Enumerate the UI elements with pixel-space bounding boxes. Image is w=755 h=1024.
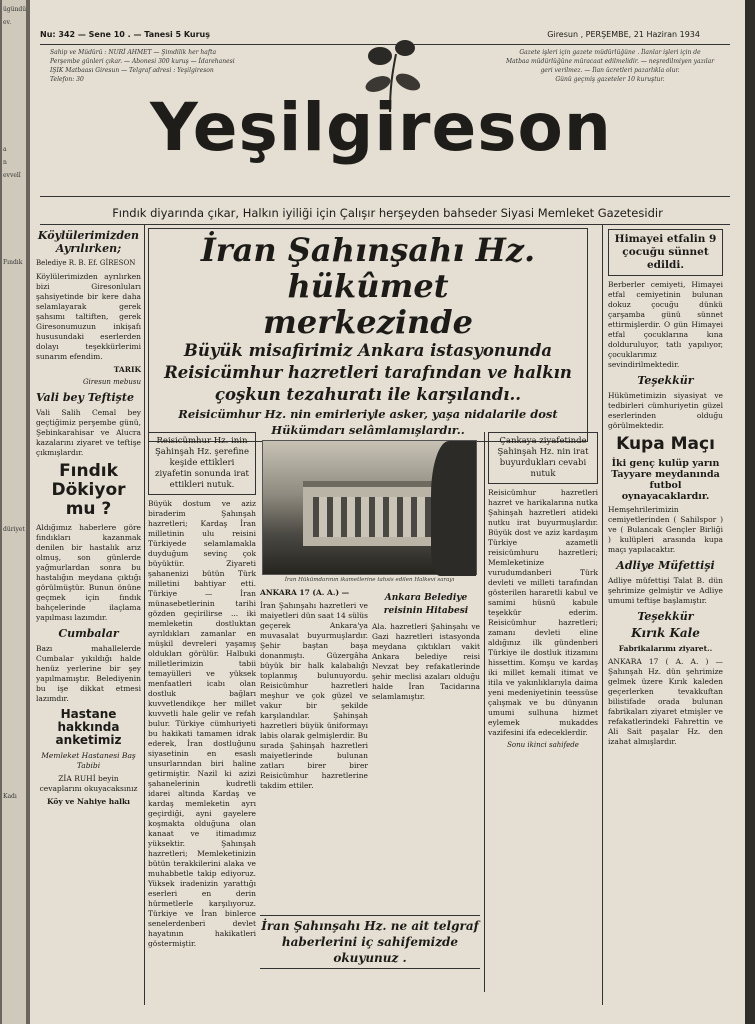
section-title: Vali bey Teftişte <box>36 391 134 404</box>
signature-title: Giresun mebusu <box>82 377 141 386</box>
headline-subtitle: Büyük misafirimiz Ankara istasyonunda Reisicümhur hazretleri tarafından ve halkın çoşkun tezahuratı ile karşılandı.. <box>164 341 572 404</box>
section-title: Teşekkür <box>637 374 694 387</box>
section-title: Kupa Maçı <box>616 434 715 454</box>
adjacent-page-strip <box>2 0 26 1024</box>
section-title: Ankara Belediye reisinin Hitabesi <box>383 593 469 616</box>
article-body: Reisicümhur hazretleri hazret ve harikalarına nutka Şahinşah hazretleri atideki nutku irat buyurmuşlardır. Büyük dost ve aziz kardaşım Türkiye azametli reisicümhuru hazretleri; Memleketinize vurudumdanberi Türk devleti ve milleti tarafından gösterilen hararetli kabul ve samimi hüsnü kabule teşekkür ederim. Reisicümhur hazretleri; zamanı devleti eline aldığınız ilk gündenberi Türkiye ile dostluk itizamını hissettim. Komşu ve kardaş iki millet kemali itimat ve itila ve yakınlıklarıyla daima yeni medeniyetinin teessüse çalışmak ve bu dünyanın umumi sulhuna hizmet eylemek mukaddes vazifesini ifa edeceklerdir. <box>488 488 598 737</box>
section-subtitle: İki genç kulüp yarın Tayyare meydanında futbol oynayacaklardır. <box>611 458 720 502</box>
strip-text: ügündü <box>3 6 26 13</box>
section-title: Teşekkür <box>637 610 694 623</box>
column-separator <box>602 225 603 1005</box>
article-body: Vali Salih Cemal bey geçtiğimiz perşembe günü, Şebinkarahisar ve Alucra kazalarını ziyaret ve teftişe çıkmışlardır. <box>36 408 141 457</box>
speech-column <box>148 432 256 952</box>
column-separator <box>144 225 145 1005</box>
strip-text: evvelî <box>3 172 21 179</box>
article-body: Bazı mahallelerde Cumbalar yıkıldığı halde henüz yerlerine bir şey yapılmamıştır. Belediyenin bu işe dikkat etmesi lazımdır. <box>36 644 141 703</box>
article-body: Büyük dostum ve aziz biraderim Şahınşah hazretleri; Kardaş İran milletinin ulu reisini Türkiyede selamlamakla duyduğum sevinç çok büyüktür. Ziyareti şahanenizi bütün Türk milletini bahtiyar etti. Türkiye — İran münasebetlerinin tarihi gözden geçirilirse ... iki memleketin dostluktan ayrıldıkları zamanlar en müşkil devreleri yaşamış oldukları görülür. Halbuki milletlerimizin tabii temayülleri ve yüksek menfaatleri icabı olan dostluk bağları kuvvetlendikçe her millet kuvvetli hale gelir ve refah bulur. Türkiye cümhuriyeti bu hakikati tamamen idrak ederek, İran dostluğunu siyasetinin en esaslı unsurlarından biri haline getirmiştir. Nazil ki azizi şahanelerinin kudretli idarei altında Kardaş ve kardaş memleketin ayrı geçirdiği, ayni gayelere koşmakta olduğuna olan kanaat ve itimadımız yüksektir. Şahınşah hazretleri; Memleketinizin bütün terakkilerini alaka ve muhabbetle takip ediyoruz. Yüksek iradenizin yarattığı eserleri en derin hürmetlerle karşılıyoruz. Türkiye ve İran binlerce senelerdenberi devlet hayatının hakikatleri göstermiştir. <box>148 499 256 948</box>
section-title: Kırık Kale <box>631 626 700 640</box>
dateline: ANKARA 17 (A. A.) — <box>260 588 350 597</box>
binding-edge <box>0 0 30 1024</box>
article-body: İran Şahınşahı hazretleri ve maiyetleri dün saat 14 sülüs geçerek Ankara'ya muvasalat buyurmuşlardır. Şehir baştan başa donanmıştı. Güzergâha büyük bir halk kalabalığı toplanmış bulunuyordu. Reisicümhur hazretleri meşhur ve çok güzel ve vakur bir şekilde karşılandılar. Şahinşah hazretleri büyük üniformayı labis olarak gelmişlerdir. Bu sırada Şahinşah hazretleri maiyetlerinde bulunan zatları birer birer Reisicümhur hazretlerine takdim ettiler. <box>260 601 368 790</box>
imprint-line: Sahip ve Müdürü : NURİ AHMET — Şimdilik her hafta <box>50 49 217 56</box>
left-column <box>36 225 141 810</box>
article-body: Adliye müfettişi Talat B. dün şehrimize gelmiştir ve Adliye umumi teftişe başlamıştır. <box>608 576 723 605</box>
article-body: Aldığımız haberlere göre fındıkları kazanmak denilen bir hastalık arız olmuş, son günlerde yağmurlardan sonra bu hastalığın meydana çıktığı görülmüştür. Bunun önüne geçmek için fındık bahçelerinde ilaçlama yapılması lazımdır. <box>36 523 141 622</box>
masthead: Yeşilgireson <box>150 89 612 166</box>
article-body: Köy ve Nahiye halkı <box>46 797 131 806</box>
continuation-note: Sonu ikinci sahifede <box>507 741 579 749</box>
article-body: Ala. hazretleri Şahinşahı ve Gazi hazretleri istasyonda meydana çıktıkları vakit Ankara belediye reisi Nevzat bey refakatlerinde şehir meclisi azaları olduğu halde İran Tacidarına selamlamıştır. <box>372 622 480 701</box>
speech-box: Reisicümhur Hz. inin Şahinşah Hz. şerefine keşide ettikleri ziyafetin sonunda irat ettikleri nutuk. <box>148 432 256 495</box>
signature: TARIK <box>113 364 141 374</box>
tree-shape <box>431 441 476 576</box>
section-subtitle: Memleket Hastanesi Baş Tabibi <box>41 751 136 770</box>
article-body: ANKARA 17 ( A. A. ) — Şahınşah Hz. dün şehrimize gelmek üzere Kırık kaleden geçerlerken tevakkuftan bilistifade orada bulunan fabrikaları ziyaret etmişler ve refakatlerindeki Fahrettin ve Ali Sait paşalar Hz. den izahat almışlardır. <box>608 657 723 746</box>
section-subtitle: Fabrikalarımı ziyaret.. <box>618 644 713 653</box>
palace-photo <box>262 440 477 575</box>
imprint-line: Matbaa müdürlüğüne müracaat edilmelidir. — neşredilmiyen yazılar <box>505 58 715 65</box>
strip-text: Kadı <box>3 793 17 800</box>
section-title: Köylülerimizden Ayrılırken; <box>37 229 140 255</box>
newspaper-page <box>30 0 745 1024</box>
mayor-column <box>372 588 480 705</box>
reply-speech-column <box>488 432 598 754</box>
building-shape <box>303 481 443 546</box>
section-title: Adliye Müfettişi <box>616 559 715 572</box>
right-edge <box>745 0 755 1024</box>
byline: Belediye R. B. Ef. GİRESON <box>36 259 136 267</box>
imprint-line: Telefon: 30 <box>50 76 84 83</box>
strip-text: a <box>3 146 7 153</box>
right-column <box>608 225 723 750</box>
photo-caption: İran Hükümdarının ikametlerine tahsis edilen Halkevi sarayı <box>284 577 455 583</box>
strip-text: ev. <box>3 19 12 26</box>
headline-deck: Reisicümhur Hz. nin emirleriyle asker, yaşa nidalarile dost Hükümdarı selâmlamışlardır.. <box>178 407 558 437</box>
ankara-column <box>260 588 368 794</box>
issue-number: Nu: 342 — Sene 10 . — Tanesi 5 Kuruş <box>40 30 211 39</box>
strip-text: Fındık <box>3 259 23 266</box>
headline-line: İran Şahınşahı Hz. hükûmet <box>200 231 536 305</box>
imprint-line: geri verilmez. — İlan ücretleri pazarlıkla olur. <box>540 67 680 74</box>
section-title: Himayei etfalin 9 çocuğu sünnet edildi. <box>608 229 723 276</box>
section-title: Fındık Dökiyor mu ? <box>51 461 126 519</box>
section-title: Cumbalar <box>58 627 119 640</box>
masthead-rule <box>40 196 730 197</box>
slogan: Fındık diyarında çıkar, Halkın iyiliği için Çalışır herşeyden bahseder Siyasi Memleket Gazetesidir <box>112 206 663 220</box>
issue-date: Giresun , PERŞEMBE, 21 Haziran 1934 <box>547 30 700 39</box>
main-headline <box>148 228 588 442</box>
imprint-line: Günü geçmiş gazeteler 10 kuruştur. <box>555 76 665 83</box>
headline-line: merkezinde <box>263 303 473 341</box>
section-title: Hastane hakkında anketimiz <box>55 707 122 747</box>
imprint-line: IŞIK Matbaası Giresun — Telgraf adresi : Yeşilgireson <box>50 67 214 74</box>
imprint-right <box>500 48 720 84</box>
article-body: Hemşehrilerimizin cemiyetlerinden ( Sahilspor ) ve ( Bulancak Gençler Birliği ) kulüpleri arasında kupa maçı yapılacaktır. <box>608 505 723 554</box>
strip-text: düriyet <box>3 526 25 533</box>
article-body: Hükümetimizin siyasiyat ve tedbirleri cümhuriyetin güzel eserlerinden olduğu görülmektedir. <box>608 391 723 430</box>
strip-text: n <box>3 159 7 166</box>
speech-box: Çankaya ziyafetinde Şahinşah Hz. nin irat buyurdukları cevabi nutuk <box>488 432 598 484</box>
column-separator <box>484 432 485 992</box>
imprint-left <box>50 48 300 84</box>
article-body: Köylülerimizden ayrılırken bizi Giresonluları şahsiyetinde bir kere daha selamlayarak gerek şahsımı taltiften, gerek Giresonumuzun inkişafı hususundaki eserlerden dolayı teşekkürlerimi sunarım efendim. <box>36 271 141 361</box>
continuation-notice: İran Şahınşahı Hz. ne ait telgraf haberlerini iç sahifemizde okuyunuz . <box>260 915 480 969</box>
imprint-line: Gazete işleri için gazete müdürlüğüne . İlanlar işleri için de <box>519 49 701 56</box>
imprint-line: Perşembe günleri çıkar. — Abonesi 300 kuruş — İdarehanesi <box>50 58 235 65</box>
article-body: ZİA RUHİ beyin cevaplarını okuyacaksınız <box>39 774 138 793</box>
article-body: Berberler cemiyeti, Himayei etfal cemiyetinin bulunan dokuz çocuğu dünkü çarşamba günü sünnet ettirmişlerdir. O gün Himayei etfal çocuklarına kına dolduruluyor, tatlı yapılıyor, çocuklarımız sevindirilmektedir. <box>608 280 723 369</box>
